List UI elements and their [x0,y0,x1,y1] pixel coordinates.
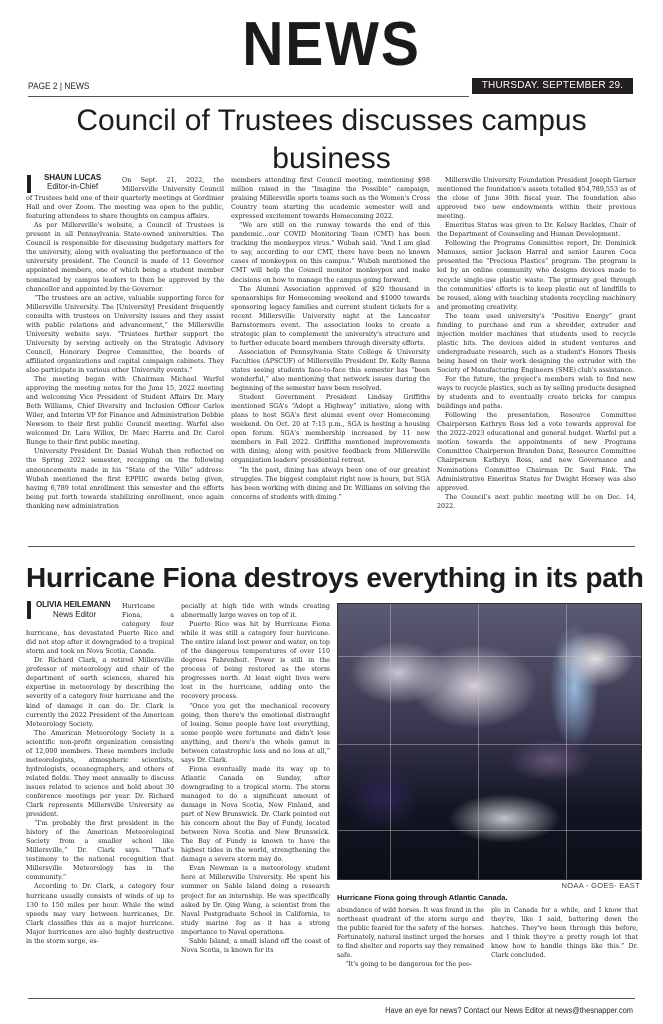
paragraph: Association of Pennsylvania State College & University Faculties (APSCUF) of Millersville President Dr. Kelly Banna states seeing students face-to-face this semester has “been wonderful,” also mentioning that network issues during the beginning of the semester have been resolved. [231,348,430,393]
paragraph: Fiona eventually made its way up to Atlantic Canada on Sunday, after downgrading to a tropical storm. The storm managed to do a significant amount of damage in Nova Scotia, New Finland, and part of New Brunswick. Dr. Clark pointed out his concern about the Bay of Fundy, located between Nova Scotia and New Brunswick. The Bay of Fundy is known to have the highest tides in the world, strengthening the damage a severe storm may do. [181,765,330,864]
article-column-3 [437,176,636,542]
paragraph: The American Meteorology Society is a scientific non-profit organization consisting of 12,000 members. These members include meteorologists, atmospheric scientists, hydrologists, oceanographers, and others of related fields. They meet annually to discuss issues related to science and hold about 30 conference meetings per year. Dr. Richard Clark represents Millersville University as president. [26,729,174,819]
paragraph: The team used university's “Positive Energy” grant funding to purchase and run a shredder, extruder and injection molder machines that students used to recycle plastic bits. The devices aided in student ventures and undergraduate research, such as a student's Honors Thesis being based on their work designing the extruder with the Society of Manufacturing Engineers (SME) club's assistance. [437,312,636,374]
paragraph: The meeting began with Chairman Michael Warfel approving the meeting notes for the June 15, 2022 meeting and welcoming Vice President of Student Affairs Dr. Mary Beth Williams, Chief Diversity and Inclusion Officer Carlos Wiler, and Interim VP for Finance and Administration Debbie Newsom to their first public Council meeting. Warfel also welcomed Dr. Lara Willox, Dr. Marc Harris and Dr. Carol Runge to their first public meeting. [26,376,224,447]
paragraph: “In the past, dining has always been one of our greatest struggles. The biggest complaint right now is hours, but SGA has been working with dining and Dr. Williams on solving the concerns of students with dining.” [231,466,430,501]
paragraph: As per Millersville's website, a Council of Trustees is present in all Pennsylvania State-owned universities. The Council is responsible for discussing budgetary matters for the university, along with evaluating the performance of the university president. The Council is made of 11 Governor appointed members, one of which being a student member nominated by campus leaders to then be approved by the chancellor and appointed by the Governor. [26,222,224,293]
footer-rule [28,998,635,999]
byline-role: News Editor [53,610,97,619]
paragraph: On Sept. 21, 2022, the Millersville University Council of Trustees held one of their quarterly meetings at Gordinier Hall and over Zoom. The meeting was open to the public, featuring attendees to share thoughts on campus affairs. [26,177,224,221]
paragraph: Hurricane Fiona, a category four hurricane, has devastated Puerto Rico and did not stop after it downgraded to a tropical storm and took on Nova Scotia, Canada. [26,603,174,656]
paragraph: Following the Programs Committee report, Dr. Dominick Manusos, senior Jackson Harral and senior Lauren Coca presented the “Precious Plastics” program. The program is led by an online community who designs devices made to recycle single-use plastic waste. The primary goal through the communities' efforts is to keep plastic out of landfills to be reused, along with teaching students recycling machinery and promoting creativity. [437,240,636,311]
paragraph: “It's going to be dangerous for the peo- [345,961,472,969]
paragraph: According to Dr. Clark, a category four hurricane usually consists of winds of up to 130 to 150 miles per hour. While the wind speeds may vary between hurricanes, Dr. Clark classifies this as a major hurricane. Major hurricanes are also highly destructive in the storm surge, es- [26,883,174,945]
paragraph: Puerto Rico was hit by Hurricane Fiona while it was still a category four hurricane. The entire island lost power and water, on top of the dangerous temperatures of over 110 degrees Fahrenheit. Power is still in the process of being restored as the storm progresses north. At least eight lives were lost in the hurricane, adding onto the recovery process. [181,621,330,701]
paragraph: For the future, the project's members wish to find new ways to recycle plastics, such as by selling products designed by students and to eventually create bricks for campus buildings and paths. [437,376,636,411]
paragraph: Student Government President Lindsay Griffiths mentioned SGA's “Adopt a Highway” initiative, along with plans to host SGA's first alumni event over Homecoming weekend. On Oct. 20 at 7:15 p.m., SGA is hosting a housing open forum. SGA's membership increased by 11 new members in Fall 2022. Griffiths mentioned improvements with dining, along with positive feedback from Millersville organization leaders' presidential retreat. [231,394,430,465]
paragraph: abundance of wild horses. It was found in the northeast quadrant of the storm surge and the public feared for the safety of the horses. Fortunately, natural instinct urged the horses to find shelter and reports say they remained safe. [337,907,484,960]
paragraph: ple in Canada for a while, and I know that they're, like I said, battering down the hatches. They've been through this before, and I think they're a pretty rough lot that know how to handle things like this.” Dr. Clark concluded. [491,907,638,960]
paragraph: The Alumni Association approved of $20 thousand in sponsorships for Homecoming weekend and $1000 towards sponsoring legacy families and current student tickets for a recent Millersville University night at the Lancaster Barnstormers event. The association looks to create a strategic plan to complement the university's structure and to further educate board members through diversity efforts. [231,285,430,347]
paragraph: Sable Island, a small island off the coast of Nova Scotia, is known for its [181,937,330,954]
paragraph: “Once you get the mechanical recovery going, then there's the emotional distraught of losing. Some people have lost everything, some people were fortunate and didn't lose anything, and there's the whole gamut in between catastrophic loss and no loss at all,” says Dr. Clark. [181,702,330,764]
page-label: PAGE 2 | NEWS [28,81,90,92]
paragraph: pecially at high tide with winds creating abnormally large waves on top of it. [181,603,330,620]
paragraph: Millersville University Foundation President Joseph Garner mentioned the foundation's assets totalled $54,789,553 as of the close of June 30th fiscal year. The foundation also approved two new endowments within their previous meeting. [437,177,636,221]
article-headline: Hurricane Fiona destroys everything in its path [26,562,644,593]
paragraph: Dr. Richard Clark, a retired Millersville professor of meteorology and chair of the department of earth sciences, shared his expertise in meteorology by describing the severity of a category four hurricane and the kind of damage it can do. Dr. Clark is currently the 2022 President of the American Meteorology Society. [26,657,174,728]
byline-role: Editor-in-Chief [47,182,99,191]
paragraph: University President Dr. Daniel Wubah then reflected on the Spring 2022 semester, recapping on the following announcements made in his “State of the ‘Ville” address: Wubah mentioned the first EPPIIC awards being given, having 6,789 total enrollment this semester and the efforts being put forth towards stabilizing enrollment, once again thanking new administration [26,448,224,510]
article-column-1 [26,176,224,542]
section-title: NEWS [242,10,421,79]
paragraph: “We are still on the runway towards the end of this pandemic...our COVID Monitoring Team (CMT) has been tracking the monkeypox virus.” Wubah said. “And I am glad to say, according to our CMT, there have been no known cases of monkeypox on this campus.” Wubah mentioned the CMT will help the Council monitor monkeypox and make decisions on how to manage the campus going forward. [231,222,430,284]
photo-caption: Hurricane Fiona going through Atlantic Canada. [337,893,508,902]
article-column-2 [181,602,330,996]
article-column-1 [26,602,174,996]
paragraph: Evan Newman is a meteorology student here at Millersville University. He spent his summer on Sable Island doing a research project for an internship. He was specifically asked by Dr. Qing Wang, a scientist from the Naval Postgraduate School in California, to study marine fog as it has a strong importance to Naval operations. [181,865,330,936]
byline-name: SHAUN LUCAS [44,173,102,182]
article-headline: Council of Trustees discusses campus business [76,104,587,175]
article-column-3 [337,906,484,996]
paragraph: The Council's next public meeting will be on Dec. 14, 2022. [437,493,636,510]
section-divider [28,546,635,547]
paragraph: Following the presentation, Resource Committee Chairperson Kathryn Ross led a vote towards approval for the 2022-2023 educational and general budget. Warfel put a motion towards the appointments of new Programs Committee Chairperson Brandon Danz, Resource Committee Chairperson Kathryn Ross, and new Governance and Nominations Committee Chairman Dr. Saul Fink. The Administrative Emeritus Status for Dwight Horsey was also approved. [437,412,636,492]
header-rule [28,96,469,97]
article-column-4 [491,906,638,996]
photo-credit: NOAA - GOES- EAST [561,881,640,890]
footer-contact: Have an eye for news? Contact our News Editor at news@thesnapper.com [385,1005,633,1015]
paragraph: members attending first Council meeting, mentioning $98 million raised in the “Imagine the Possible” campaign, praising Millersville sports teams such as the Women's Cross Country team starting the academic semester well and expressed excitement towards Homecoming 2022. [231,177,430,221]
article-column-2 [231,176,430,542]
paragraph: “I'm probably the first president in the history of the American Meteorological Society from a smaller school like Millersville,” Dr. Clark says. “That's testimony to the national recognition that Millersville Meteorology has in the community.” [26,820,174,882]
byline-name: OLIVIA HEILEMANN [36,600,111,609]
paragraph: Emeritus Status was given to Dr. Kelsey Backles, Chair of the Department of Counseling and Human Development. [437,222,636,239]
date-badge: THURSDAY. SEPTEMBER 29. 2022. [472,78,633,94]
hurricane-satellite-photo [337,603,642,880]
paragraph: “The trustees are an active, valuable supporting force for Millersville University. The [University] President frequently consults with trustees on University issues and they assist with public relations and advancement,” the Millersville University website says. “Trustees further support the University by serving actively on the Strategic Advisory Council, Honorary Degree Committee, the boards of affiliated organizations and capital campaign cabinets. They also participate in various other University events.” [26,294,224,374]
